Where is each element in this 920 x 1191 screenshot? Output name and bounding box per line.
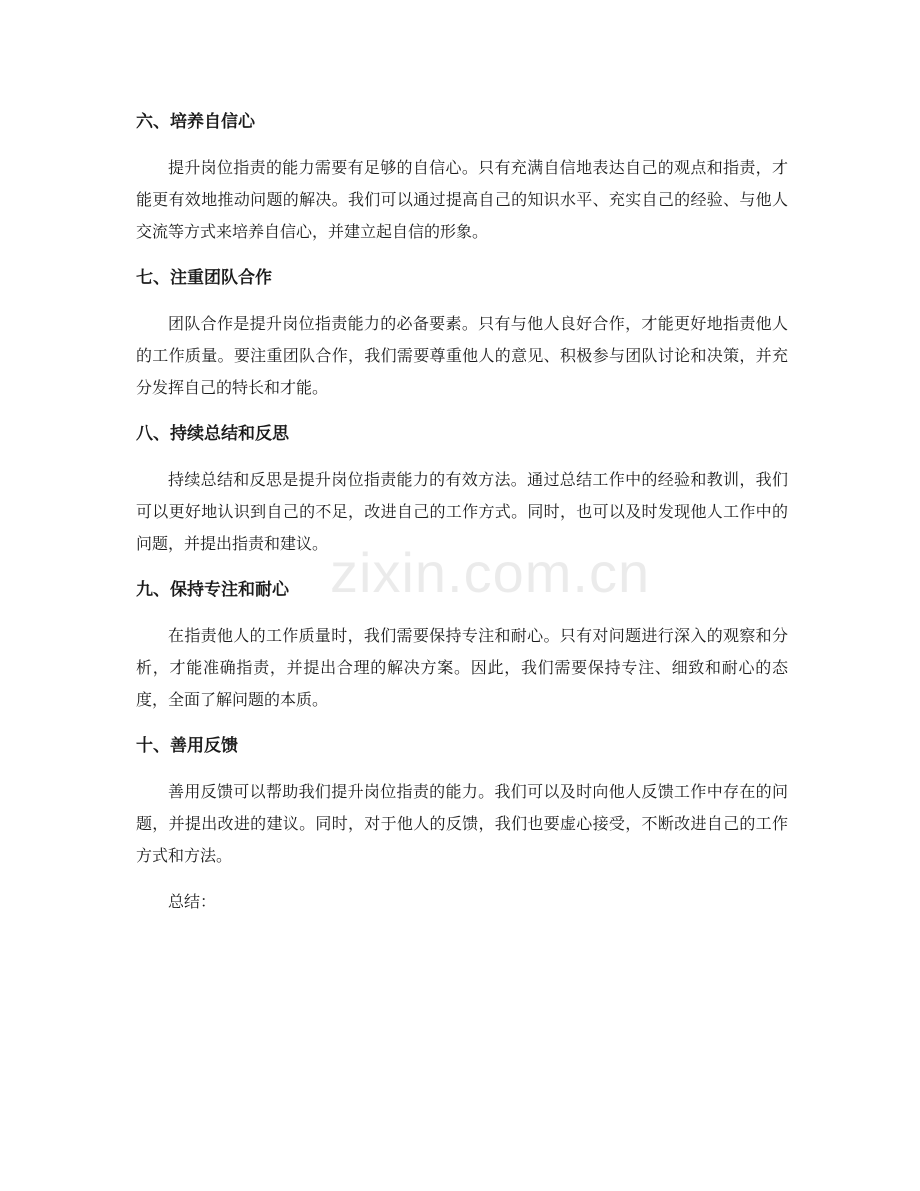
document-body xyxy=(136,104,788,918)
section-paragraph-10: 善用反馈可以帮助我们提升岗位指责的能力。我们可以及时向他人反馈工作中存在的问题，并提出改进的建议。同时，对于他人的反馈，我们也要虚心接受，不断改进自己的工作方式和方法。 xyxy=(136,782,788,865)
summary-label: 总结： xyxy=(168,892,217,911)
section-heading-10: 十、善用反馈 xyxy=(136,736,238,756)
section-heading-9: 九、保持专注和耐心 xyxy=(136,580,289,600)
section-paragraph-6: 提升岗位指责的能力需要有足够的自信心。只有充满自信地表达自己的观点和指责，才能更有效地推动问题的解决。我们可以通过提高自己的知识水平、充实自己的经验、与他人交流等方式来培养自信心，并建立起自信的形象。 xyxy=(136,158,788,241)
section-paragraph-7: 团队合作是提升岗位指责能力的必备要素。只有与他人良好合作，才能更好地指责他人的工作质量。要注重团队合作，我们需要尊重他人的意见、积极参与团队讨论和决策，并充分发挥自己的特长和才能。 xyxy=(136,314,788,397)
section-heading-6: 六、培养自信心 xyxy=(136,112,255,132)
section-paragraph-9: 在指责他人的工作质量时，我们需要保持专注和耐心。只有对问题进行深入的观察和分析，才能准确指责，并提出合理的解决方案。因此，我们需要保持专注、细致和耐心的态度，全面了解问题的本质。 xyxy=(136,626,788,709)
watermark-text: zixin.com.cn xyxy=(330,541,651,604)
section-paragraph-8: 持续总结和反思是提升岗位指责能力的有效方法。通过总结工作中的经验和教训，我们可以更好地认识到自己的不足，改进自己的工作方式。同时，也可以及时发现他人工作中的问题，并提出指责和建议。 xyxy=(136,470,788,553)
section-heading-8: 八、持续总结和反思 xyxy=(136,424,289,444)
section-heading-7: 七、注重团队合作 xyxy=(136,268,272,288)
